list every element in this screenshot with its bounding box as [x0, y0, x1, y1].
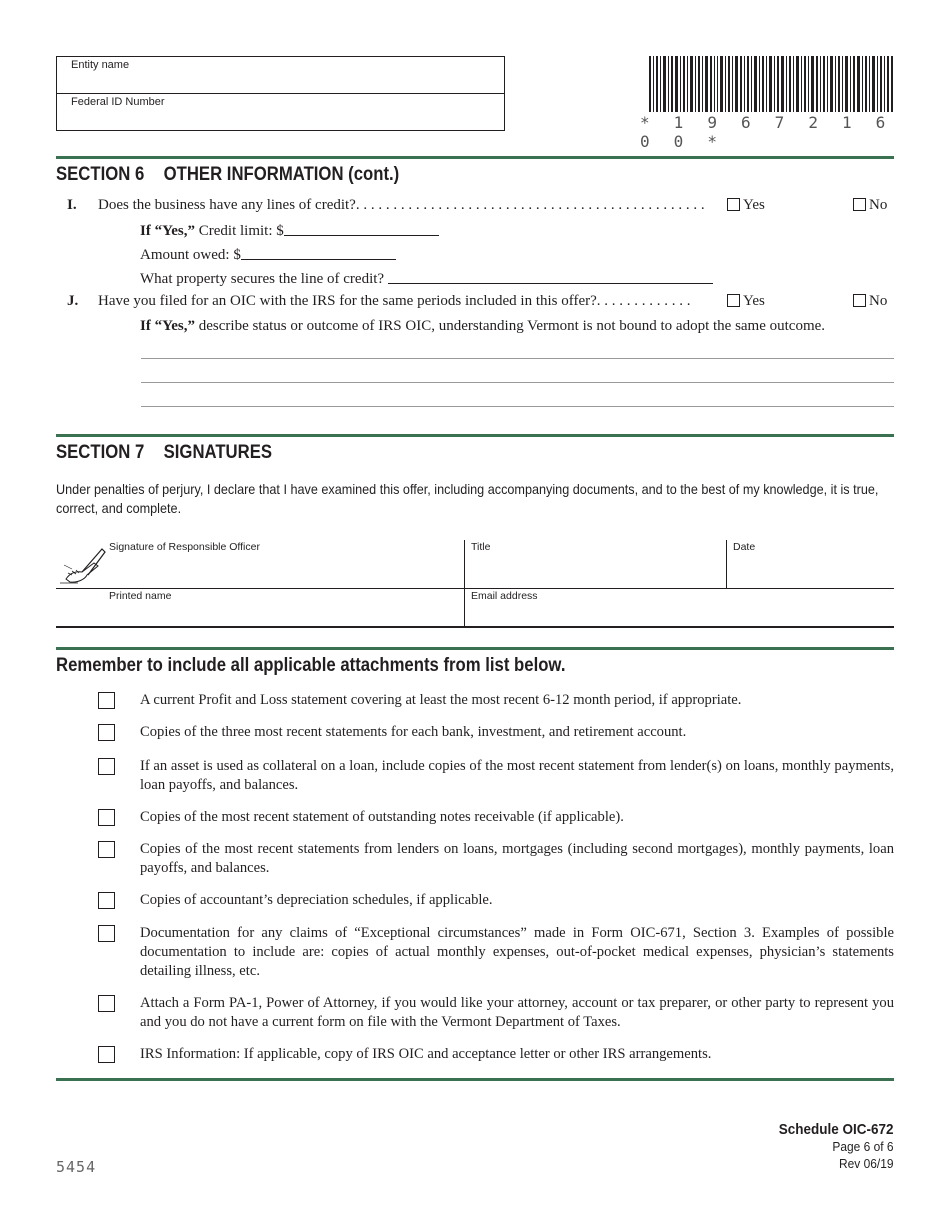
sig-divider-1 [464, 540, 465, 626]
question-i-yes [727, 197, 765, 214]
question-i-text: Does the business have any lines of credit?. . . . . . . . . . . . . . . . . . . . . . . . . . . . . . . . . . . . . . . . . . . . . . . [98, 197, 705, 213]
attachment-checkbox[interactable] [98, 758, 115, 775]
question-j-letter: J. [67, 293, 79, 309]
property-field[interactable] [388, 269, 713, 284]
question-j-no-checkbox[interactable] [853, 294, 866, 307]
form-identifier [766, 1121, 894, 1172]
email-label: Email address [471, 590, 538, 602]
question-j-text: Have you filed for an OIC with the IRS for the same periods included in this offer?. . . . . . . . . . . . . [98, 293, 691, 309]
attachment-text: Copies of the three most recent statements for each bank, investment, and retirement account. [140, 724, 687, 740]
entity-name-label: Entity name [71, 59, 130, 71]
barcode [649, 56, 893, 112]
irs-oic-line-2[interactable] [141, 382, 894, 383]
credit-limit-field[interactable] [284, 221, 439, 236]
entity-name-row [57, 57, 504, 93]
section7-rule [56, 434, 894, 437]
attachment-text: If an asset is used as collateral on a loan, include copies of the most recent statement from lender(s) on loans, monthly payments, loan payoffs, and balances. [140, 758, 894, 793]
attachment-checkbox[interactable] [98, 841, 115, 858]
attachment-checkbox[interactable] [98, 995, 115, 1012]
attachment-checkbox[interactable] [98, 692, 115, 709]
irs-oic-line-1[interactable] [141, 358, 894, 359]
section6-title [56, 164, 399, 186]
title-label: Title [471, 541, 491, 553]
credit-limit-row [140, 221, 439, 240]
section7-heading: SIGNATURES [163, 442, 273, 463]
attachment-checkbox[interactable] [98, 809, 115, 826]
sig-row-divider [56, 588, 894, 589]
property-label: What property secures the line of credit? [140, 271, 385, 287]
attachment-text: A current Profit and Loss statement covering at least the most recent 6-12 month period, if appropriate. [140, 692, 742, 708]
entity-info-box [56, 56, 505, 131]
federal-id-row [57, 93, 504, 130]
attachment-text: Attach a Form PA-1, Power of Attorney, if you would like your attorney, account or tax preparer, or other party to represent you and you do not have a current form on file with the Vermont Department of Taxes. [140, 995, 894, 1030]
irs-oic-describe-row [140, 318, 825, 335]
section7-title [56, 442, 272, 464]
question-j-yes-checkbox[interactable] [727, 294, 740, 307]
section6-number: SECTION 6 [56, 164, 145, 185]
question-i-no-label: No [869, 197, 888, 213]
date-field[interactable] [730, 555, 890, 587]
form-name: Schedule OIC-672 [779, 1121, 894, 1138]
attachments-heading: Remember to include all applicable attachments from list below. [56, 655, 566, 676]
date-label: Date [733, 541, 756, 553]
irs-oic-line-3[interactable] [141, 406, 894, 407]
question-j-yes-label: Yes [743, 293, 765, 309]
amount-owed-label: Amount owed: $ [140, 247, 241, 263]
pen-hand-icon [58, 545, 108, 585]
signature-grid [56, 537, 894, 628]
barcode-bars [649, 56, 893, 112]
attachments-rule [56, 647, 894, 650]
question-j-no [853, 293, 887, 310]
attachment-checkbox[interactable] [98, 925, 115, 942]
federal-id-label: Federal ID Number [71, 96, 165, 108]
revision-date: Rev 06/19 [839, 1156, 894, 1171]
federal-id-field[interactable] [71, 110, 496, 128]
entity-name-field[interactable] [71, 73, 496, 91]
question-i-yes-checkbox[interactable] [727, 198, 740, 211]
perjury-statement: Under penalties of perjury, I declare that I have examined this offer, including accompanying documents, and to the best of my knowledge, it is true, correct, and complete. [56, 482, 879, 516]
signature-field[interactable] [109, 555, 459, 587]
attachment-text: IRS Information: If applicable, copy of IRS OIC and acceptance letter or other IRS arrangements. [140, 1046, 712, 1062]
attachment-checkbox[interactable] [98, 724, 115, 741]
amount-owed-field[interactable] [241, 245, 396, 260]
question-i-no-checkbox[interactable] [853, 198, 866, 211]
question-i-letter: I. [67, 197, 77, 213]
attachment-checkbox[interactable] [98, 1046, 115, 1063]
section7-number: SECTION 7 [56, 442, 145, 463]
page-number: Page 6 of 6 [832, 1139, 894, 1154]
barcode-number: * 1 9 6 7 2 1 6 0 0 * [640, 113, 893, 151]
email-field[interactable] [468, 603, 888, 623]
question-i-yes-label: Yes [743, 197, 765, 213]
attachment-text: Copies of the most recent statement of outstanding notes receivable (if applicable). [140, 809, 624, 825]
printed-name-label: Printed name [109, 590, 172, 602]
attachment-checkbox[interactable] [98, 892, 115, 909]
question-j-yes [727, 293, 765, 310]
question-i [67, 197, 77, 214]
signature-label: Signature of Responsible Officer [109, 541, 260, 553]
section6-rule [56, 156, 894, 159]
irs-oic-describe-label: describe status or outcome of IRS OIC, understanding Vermont is not bound to adopt the same outcome. [198, 318, 826, 334]
attachment-text: Copies of accountant’s depreciation schedules, if applicable. [140, 892, 493, 908]
sig-divider-2 [726, 540, 727, 588]
question-j-no-label: No [869, 293, 888, 309]
question-j [67, 293, 78, 310]
credit-if-yes: If “Yes,” [140, 223, 195, 239]
attachment-text: Documentation for any claims of “Exceptional circumstances” made in Form OIC-671, Section 3. Examples of possible documentation to include are: copies of actual monthly expenses, out-of-pocket medical expenses, physician’s statements detailing illness, etc. [140, 925, 894, 979]
bottom-rule [56, 1078, 894, 1081]
irs-oic-if-yes: If “Yes,” [140, 318, 195, 334]
printed-name-field[interactable] [109, 603, 459, 623]
section6-heading: OTHER INFORMATION (cont.) [163, 164, 400, 185]
title-field[interactable] [468, 555, 722, 587]
credit-limit-label: Credit limit: $ [198, 223, 284, 239]
question-i-no [853, 197, 887, 214]
property-row [140, 269, 713, 288]
form-code: 5454 [56, 1158, 97, 1176]
amount-owed-row [140, 245, 396, 264]
attachment-text: Copies of the most recent statements from lenders on loans, mortgages (including second mortgages), monthly payments, loan payoffs, and balances. [140, 841, 894, 876]
